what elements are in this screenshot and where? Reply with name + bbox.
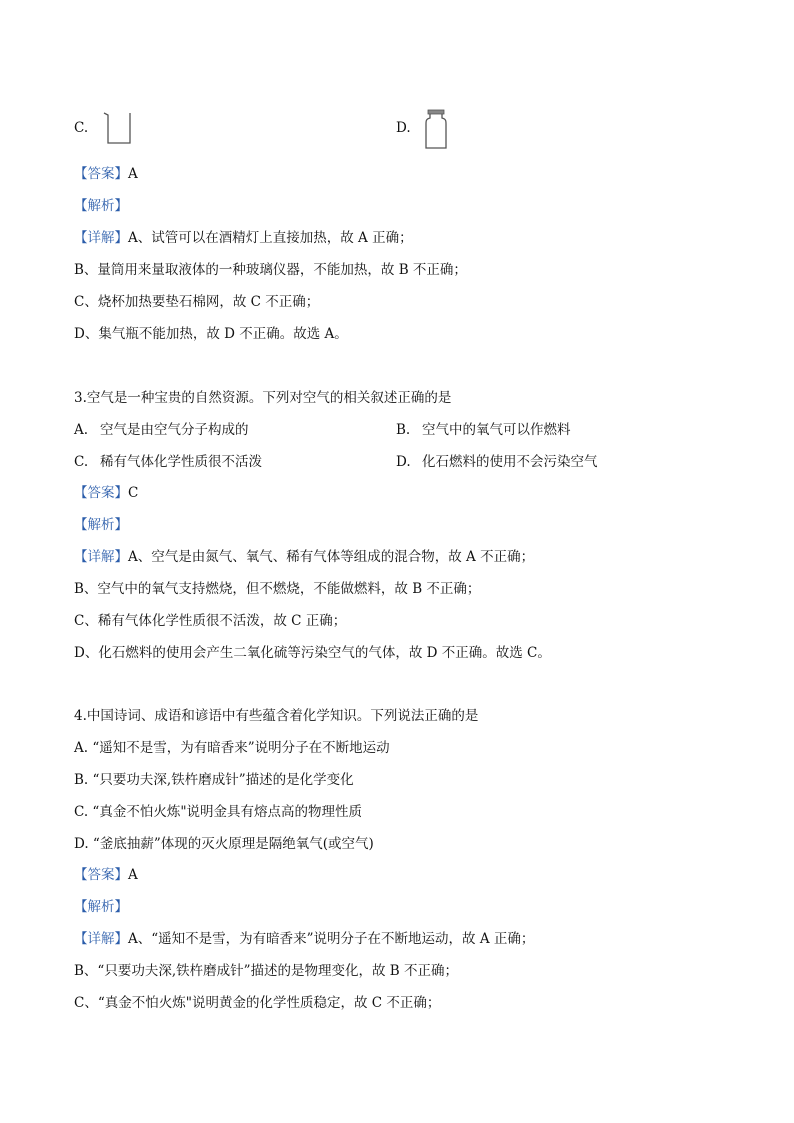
q2-detail-line-1: 【详解】A、试管可以在酒精灯上直接加热，故 A 正确；	[74, 230, 413, 246]
q2-detail-line-3: C、烧杯加热要垫石棉网，故 C 不正确；	[74, 294, 320, 310]
q3-option-d: D. 化石燃料的使用不会污染空气	[396, 454, 598, 470]
q4-stem: 4.中国诗词、成语和谚语中有些蕴含着化学知识。下列说法正确的是	[74, 708, 479, 724]
q3-option-c: C. 稀有气体化学性质很不活泼	[74, 454, 262, 470]
q4-option-d: D. “釜底抽薪”体现的灭火原理是隔绝氧气(或空气)	[74, 836, 374, 852]
q4-answer	[74, 866, 138, 884]
q4-detail-line-1: 【详解】A、“遥知不是雪，为有暗香来”说明分子在不断地运动，故 A 正确；	[74, 931, 535, 947]
beaker-icon	[102, 110, 134, 146]
q3-detail-line-1: 【详解】A、空气是由氮气、氧气、稀有气体等组成的混合物，故 A 不正确；	[74, 549, 535, 565]
q3-detail-line-3: C、稀有气体化学性质很不活泼，故 C 正确；	[74, 613, 347, 629]
q2-detail-line-4: D、集气瓶不能加热，故 D 不正确。故选 A。	[74, 326, 348, 342]
q3-option-b: B. 空气中的氧气可以作燃料	[396, 422, 571, 438]
gas-bottle-icon	[422, 108, 450, 152]
q2-detail-line-2: B、量筒用来量取液体的一种玻璃仪器，不能加热，故 B 不正确；	[74, 262, 467, 278]
q4-analysis-tag: 【解析】	[74, 899, 128, 915]
q3-answer	[74, 484, 138, 502]
answer-value: A	[128, 867, 138, 883]
q4-option-b: B. “只要功夫深,铁杵磨成针”描述的是化学变化	[74, 772, 354, 788]
q2-option-c-label: C.	[74, 120, 89, 136]
q2-option-d-label: D.	[396, 120, 411, 136]
q3-detail-line-4: D、化石燃料的使用会产生二氧化硫等污染空气的气体，故 D 不正确。故选 C。	[74, 645, 551, 661]
answer-tag: 【答案】	[74, 166, 128, 182]
q3-detail-line-2: B、空气中的氧气支持燃烧，但不燃烧，不能做燃料，故 B 不正确；	[74, 581, 481, 597]
answer-tag: 【答案】	[74, 485, 128, 501]
answer-value: C	[128, 485, 139, 501]
q4-detail-line-2: B、“只要功夫深,铁杵磨成针”描述的是物理变化，故 B 不正确；	[74, 963, 459, 979]
detail-tag: 【详解】	[74, 230, 128, 246]
q3-analysis-tag: 【解析】	[74, 517, 128, 533]
q2-analysis-tag: 【解析】	[74, 198, 128, 214]
detail-tag: 【详解】	[74, 931, 128, 947]
q4-option-a: A. “遥知不是雪，为有暗香来”说明分子在不断地运动	[74, 740, 390, 756]
q4-option-c: C. “真金不怕火炼"说明金具有熔点高的物理性质	[74, 804, 363, 820]
answer-tag: 【答案】	[74, 867, 128, 883]
q4-detail-line-3: C、“真金不怕火炼"说明黄金的化学性质稳定，故 C 不正确；	[74, 995, 441, 1011]
q3-option-a: A. 空气是由空气分子构成的	[74, 422, 249, 438]
detail-tag: 【详解】	[74, 549, 128, 565]
q2-answer	[74, 165, 138, 183]
q3-stem: 3.空气是一种宝贵的自然资源。下列对空气的相关叙述正确的是	[74, 390, 452, 406]
answer-value: A	[128, 166, 138, 182]
